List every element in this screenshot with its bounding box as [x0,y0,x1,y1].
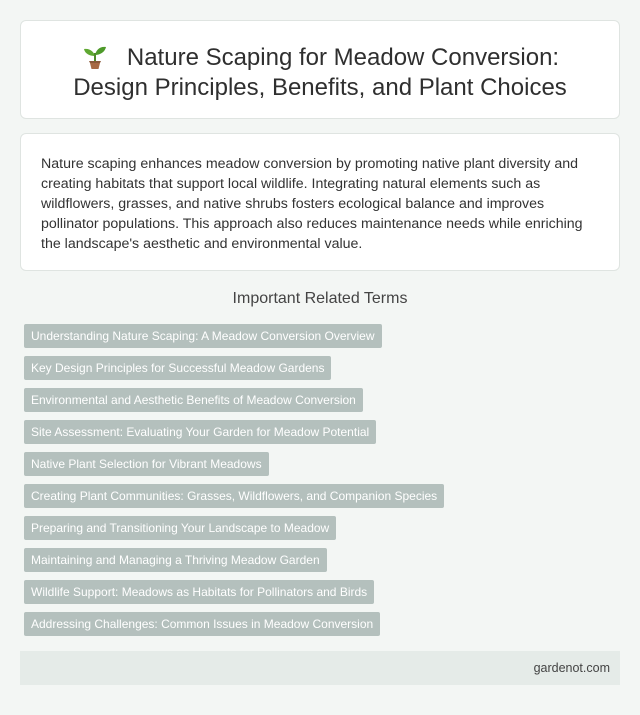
related-term-tag[interactable]: Key Design Principles for Successful Meadow Gardens [24,356,331,380]
related-term-tag[interactable]: Preparing and Transitioning Your Landscape to Meadow [24,516,336,540]
related-term-tag[interactable]: Site Assessment: Evaluating Your Garden for Meadow Potential [24,420,376,444]
title-line-1: Nature Scaping for Meadow Conversion: [126,44,560,71]
related-terms-heading: Important Related Terms [232,290,408,307]
intro-card [20,133,620,271]
title-line-2: Design Principles, Benefits, and Plant Choices [73,74,567,101]
footer [20,651,620,685]
related-term-tag[interactable]: Environmental and Aesthetic Benefits of Meadow Conversion [24,388,363,412]
related-term-tag[interactable]: Creating Plant Communities: Grasses, Wildflowers, and Companion Species [24,484,444,508]
related-term-tag[interactable]: Addressing Challenges: Common Issues in Meadow Conversion [24,612,380,636]
page-title [21,43,619,73]
related-term-tag[interactable]: Maintaining and Managing a Thriving Meadow Garden [24,548,327,572]
related-term-tag[interactable]: Native Plant Selection for Vibrant Meadows [24,452,269,476]
title-card [20,20,620,119]
related-terms-list [24,324,444,644]
related-term-tag[interactable]: Understanding Nature Scaping: A Meadow Conversion Overview [24,324,382,348]
sprout-icon [81,43,109,69]
footer-site-link[interactable]: gardenot.com [533,661,610,675]
intro-paragraph: Nature scaping enhances meadow conversion by promoting native plant diversity and creating habitats that support local wildlife. Integrating natural elements such as wildflowers, grasses, and native shrubs fosters ecological balance and improves pollinator populations. This approach also reduces maintenance needs while enriching the landscape's aesthetic and environmental value. [41,156,583,252]
related-term-tag[interactable]: Wildlife Support: Meadows as Habitats for Pollinators and Birds [24,580,374,604]
